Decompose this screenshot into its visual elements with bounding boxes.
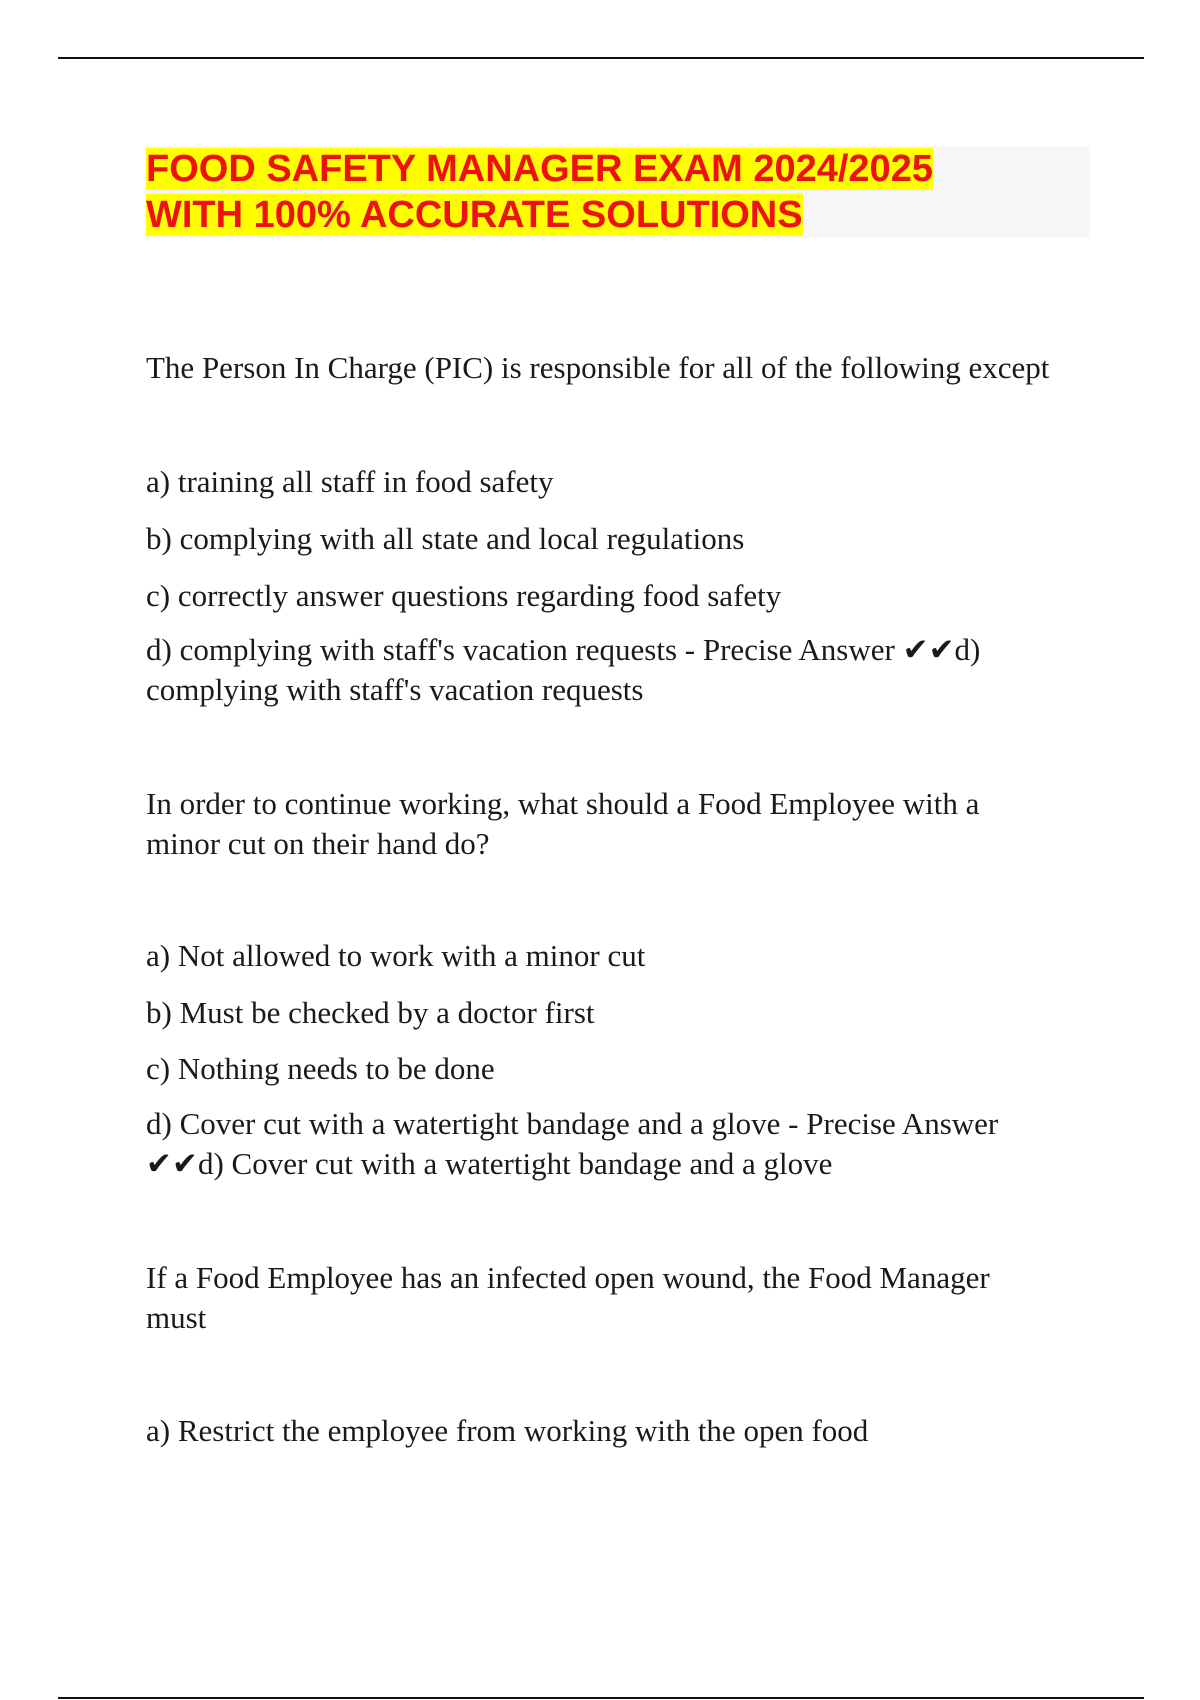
title-line-2: WITH 100% ACCURATE SOLUTIONS <box>146 194 803 236</box>
option-text: c) correctly answer questions regarding food safety <box>146 578 782 613</box>
option-text: a) training all staff in food safety <box>146 464 554 499</box>
question-3-line-1: If a Food Employee has an infected open wound, the Food Manager <box>146 1260 990 1295</box>
question-1-option-d-answer <box>146 630 980 710</box>
document-title <box>146 146 1090 238</box>
question-2-line-2: minor cut on their hand do? <box>146 826 490 861</box>
option-text-line-1: d) Cover cut with a watertight bandage and a glove - Precise Answer <box>146 1106 999 1141</box>
question-3-option-a <box>146 1411 868 1451</box>
option-text-line-1: d) complying with staff's vacation requests - Precise Answer ✔✔d) <box>146 632 981 667</box>
question-1-option-b <box>146 519 744 559</box>
question-1-option-a <box>146 462 553 502</box>
option-text: a) Restrict the employee from working with the open food <box>146 1413 869 1448</box>
question-2-option-c <box>146 1049 495 1089</box>
question-2-option-b <box>146 993 595 1033</box>
question-2-option-d-answer <box>146 1104 998 1184</box>
title-line-1: FOOD SAFETY MANAGER EXAM 2024/2025 <box>146 148 933 190</box>
top-divider <box>58 57 1144 59</box>
option-text-line-2: ✔✔d) Cover cut with a watertight bandage and a glove <box>146 1146 833 1181</box>
question-1 <box>146 348 1049 388</box>
question-2-line-1: In order to continue working, what should a Food Employee with a <box>146 786 980 821</box>
question-1-option-c <box>146 576 781 616</box>
option-text: b) complying with all state and local regulations <box>146 521 745 556</box>
option-text: b) Must be checked by a doctor first <box>146 995 595 1030</box>
option-text: c) Nothing needs to be done <box>146 1051 495 1086</box>
question-1-line-1: The Person In Charge (PIC) is responsible for all of the following except <box>146 350 1050 385</box>
question-3 <box>146 1258 990 1338</box>
question-3-line-2: must <box>146 1300 207 1335</box>
question-2-option-a <box>146 936 645 976</box>
bottom-divider <box>58 1697 1144 1699</box>
option-text: a) Not allowed to work with a minor cut <box>146 938 646 973</box>
question-2 <box>146 784 979 864</box>
option-text-line-2: complying with staff's vacation requests <box>146 672 644 707</box>
